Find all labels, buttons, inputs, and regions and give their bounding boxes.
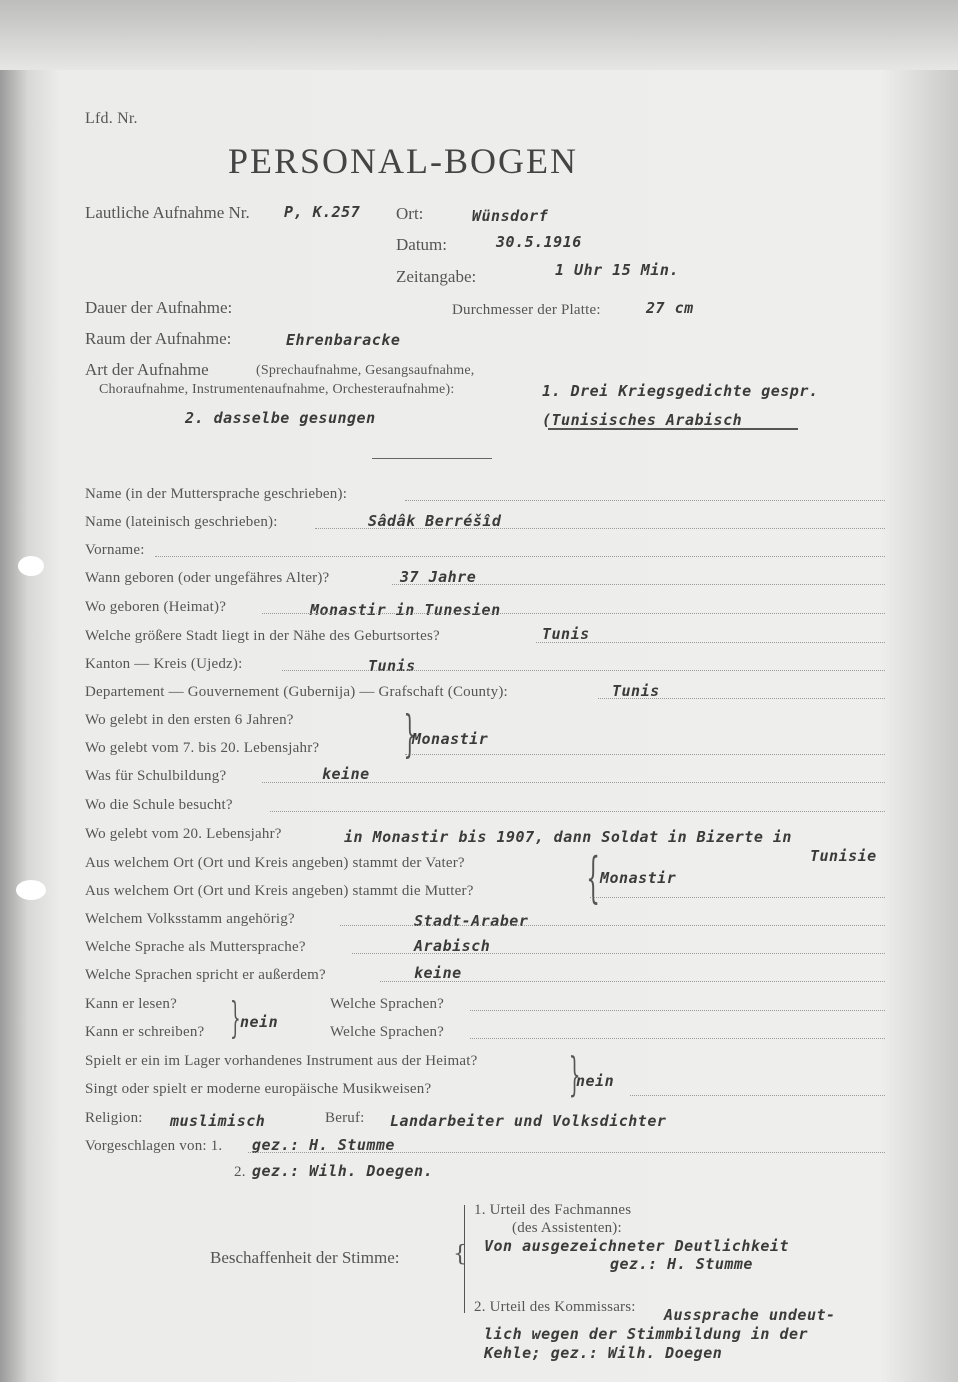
geburtsort-value: Monastir in Tunesien — [310, 601, 501, 619]
form-title: PERSONAL-BOGEN — [228, 141, 579, 181]
eltern-value: Monastir — [600, 869, 677, 887]
departement-label: Departement — Gouvernement (Gubernija) — Grafschaft (County): — [85, 684, 508, 700]
welche-sprachen-label: Welche Sprachen? — [330, 996, 445, 1012]
vater-label: Aus welchem Ort (Ort und Kreis angeben) stammt der Vater? — [85, 855, 465, 871]
vorgeschlagen-2-label: 2. — [234, 1164, 246, 1180]
schule-label: Wo die Schule besucht? — [85, 797, 233, 813]
stadt-value: Tunis — [542, 625, 590, 643]
ort-label: Ort: — [396, 204, 424, 223]
urteil2-label: 2. Urteil des Kommissars: — [474, 1299, 636, 1315]
stimme-label: Beschaffenheit der Stimme: — [210, 1248, 400, 1267]
recording-nr-value: P, K.257 — [284, 203, 361, 221]
urteil2-value-2: lich wegen der Stimmbildung in der — [484, 1325, 809, 1343]
art-value-3: (Tunisisches Arabisch — [542, 411, 743, 429]
datum-label: Datum: — [396, 235, 447, 254]
schreiben-label: Kann er schreiben? — [85, 1024, 205, 1040]
jahre6-label: Wo gelebt in den ersten 6 Jahren? — [85, 712, 294, 728]
dotted-line — [470, 1010, 885, 1011]
musik-label: Singt oder spielt er moderne europäische Musikweisen? — [85, 1081, 432, 1097]
name-latein-value: Sâdâk Berréšîd — [368, 512, 502, 530]
dotted-line — [315, 528, 885, 529]
sprachen-value: keine — [414, 964, 462, 982]
stadt-label: Welche größere Stadt liegt in der Nähe des Geburtsortes? — [85, 628, 440, 644]
dotted-line — [352, 953, 885, 954]
dotted-line — [155, 556, 885, 557]
urteil2-value-3: Kehle; gez.: Wilh. Doegen — [484, 1344, 723, 1362]
vorname-label: Vorname: — [85, 542, 145, 558]
art-options-1: (Sprechaufnahme, Gesangsaufnahme, — [256, 363, 475, 378]
kanton-value: Tunis — [368, 657, 416, 675]
dotted-line — [248, 1152, 885, 1153]
religion-value: muslimisch — [170, 1112, 266, 1130]
departement-value: Tunis — [612, 682, 660, 700]
schulbildung-value: keine — [322, 765, 370, 783]
mutter-label: Aus welchem Ort (Ort und Kreis angeben) stammt die Mutter? — [85, 883, 474, 899]
brace: { — [586, 846, 601, 909]
jahre20-value-2: Tunisie — [810, 847, 877, 865]
dotted-line — [598, 698, 885, 699]
vorgeschlagen-label: Vorgeschlagen von: 1. — [85, 1138, 223, 1154]
dotted-line — [405, 500, 885, 501]
dotted-line — [630, 1095, 885, 1096]
punch-hole — [18, 556, 44, 576]
volk-value: Stadt-Araber — [414, 912, 529, 930]
datum-value: 30.5.1916 — [496, 233, 582, 251]
geburtsort-label: Wo geboren (Heimat)? — [85, 599, 227, 615]
brace: } — [403, 705, 417, 763]
dotted-line — [470, 1038, 885, 1039]
dotted-line — [340, 925, 885, 926]
musik-value: nein — [576, 1072, 615, 1090]
art-underline — [548, 428, 798, 430]
sprache-value: Arabisch — [414, 937, 491, 955]
volk-label: Welchem Volksstamm angehörig? — [85, 911, 295, 927]
vorgeschlagen-1: gez.: H. Stumme — [252, 1136, 395, 1154]
raum-label: Raum der Aufnahme: — [85, 329, 232, 348]
brace: } — [568, 1047, 581, 1101]
geboren-label: Wann geboren (oder ungefähres Alter)? — [85, 570, 330, 586]
platte-label: Durchmesser der Platte: — [452, 302, 601, 318]
lesen-value: nein — [240, 1013, 279, 1031]
sprache-label: Welche Sprache als Muttersprache? — [85, 939, 306, 955]
dotted-line — [270, 811, 885, 812]
urteil1-sub: (des Assistenten): — [512, 1220, 622, 1236]
raum-value: Ehrenbaracke — [286, 331, 401, 349]
dotted-line — [590, 897, 885, 898]
welche-sprachen-label-2: Welche Sprachen? — [330, 1024, 445, 1040]
urteil1-signature: gez.: H. Stumme — [610, 1255, 753, 1273]
dotted-line — [380, 981, 885, 982]
section-divider — [372, 458, 492, 459]
jahre20-value: in Monastir bis 1907, dann Soldat in Bizerte in — [344, 828, 792, 846]
geboren-value: 37 Jahre — [400, 568, 477, 586]
scan-border — [0, 0, 958, 70]
urteil1-label: 1. Urteil des Fachmannes — [474, 1202, 632, 1218]
jahre-value: Monastir — [412, 730, 489, 748]
dotted-line — [536, 642, 885, 643]
platte-value: 27 cm — [646, 299, 694, 317]
kanton-label: Kanton — Kreis (Ujedz): — [85, 656, 243, 672]
vorgeschlagen-2: gez.: Wilh. Doegen. — [252, 1162, 434, 1180]
art-options-2: Choraufnahme, Instrumentenaufnahme, Orchesteraufnahme): — [99, 382, 455, 397]
schulbildung-label: Was für Schulbildung? — [85, 768, 227, 784]
lesen-label: Kann er lesen? — [85, 996, 177, 1012]
ort-value: Wünsdorf — [472, 207, 549, 225]
art-value-1: 1. Drei Kriegsgedichte gespr. — [542, 382, 819, 400]
religion-label: Religion: — [85, 1110, 143, 1126]
beruf-value: Landarbeiter und Volksdichter — [390, 1112, 667, 1130]
jahre20-label: Wo gelebt vom 20. Lebensjahr? — [85, 826, 282, 842]
beruf-label: Beruf: — [325, 1110, 365, 1126]
recording-nr-label: Lautliche Aufnahme Nr. — [85, 203, 250, 222]
instrument-label: Spielt er ein im Lager vorhandenes Instrument aus der Heimat? — [85, 1053, 478, 1069]
name-mutter-label: Name (in der Muttersprache geschrieben): — [85, 486, 348, 502]
punch-hole — [16, 880, 46, 900]
jahre7-label: Wo gelebt vom 7. bis 20. Lebensjahr? — [85, 740, 320, 756]
dotted-line — [262, 782, 885, 783]
urteil2-value-1: Aussprache undeut- — [664, 1306, 836, 1324]
zeit-label: Zeitangabe: — [396, 267, 477, 286]
dauer-label: Dauer der Aufnahme: — [85, 298, 233, 317]
dotted-line — [392, 584, 885, 585]
zeit-value: 1 Uhr 15 Min. — [555, 261, 679, 279]
dotted-line — [282, 670, 885, 671]
art-value-2: 2. dasselbe gesungen — [185, 409, 376, 427]
dotted-line — [262, 613, 885, 614]
art-label: Art der Aufnahme — [85, 360, 209, 379]
urteil1-value: Von ausgezeichneter Deutlichkeit — [484, 1237, 789, 1255]
brace: { — [453, 1242, 467, 1267]
brace: } — [230, 993, 241, 1042]
sprachen-label: Welche Sprachen spricht er außerdem? — [85, 967, 326, 983]
dotted-line — [405, 754, 885, 755]
lfd-nr-label: Lfd. Nr. — [85, 110, 138, 127]
name-latein-label: Name (lateinisch geschrieben): — [85, 514, 278, 530]
